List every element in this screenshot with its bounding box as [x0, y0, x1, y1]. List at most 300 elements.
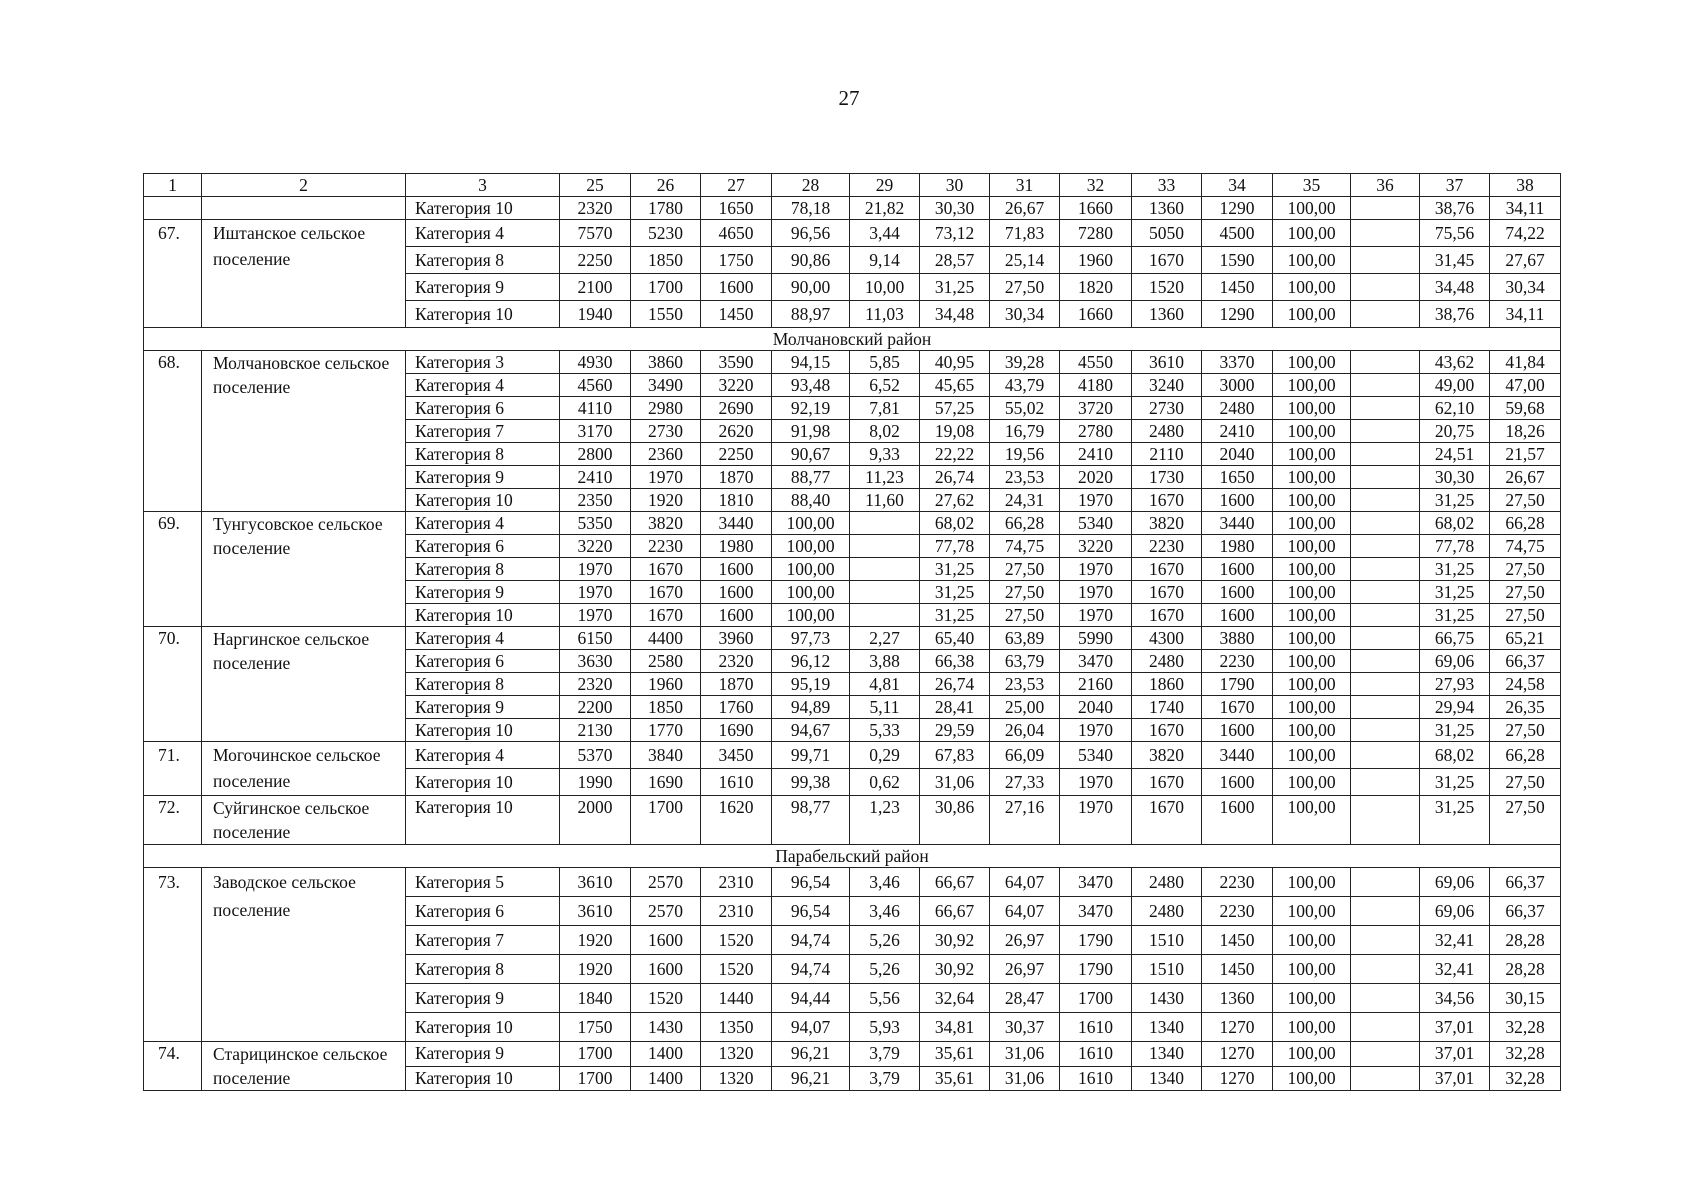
value-cell: 26,04: [990, 719, 1060, 742]
value-cell: 74,75: [1490, 535, 1561, 558]
value-cell: 78,18: [772, 197, 850, 220]
value-cell: 2480: [1132, 897, 1202, 926]
value-cell: 3,79: [850, 1042, 920, 1067]
value-cell: 21,82: [850, 197, 920, 220]
value-cell: 68,02: [1420, 742, 1490, 769]
value-cell: 2000: [560, 796, 631, 845]
value-cell: 1790: [1060, 955, 1132, 984]
value-cell: 3220: [560, 535, 631, 558]
value-cell: 19,56: [990, 443, 1060, 466]
value-cell: 27,50: [990, 558, 1060, 581]
value-cell: 2360: [631, 443, 701, 466]
column-header: 3: [406, 174, 560, 197]
value-cell: [1351, 897, 1420, 926]
value-cell: 4650: [701, 220, 772, 247]
value-cell: 43,62: [1420, 351, 1490, 374]
value-cell: 1670: [1202, 696, 1273, 719]
value-cell: 2620: [701, 420, 772, 443]
value-cell: [1351, 604, 1420, 627]
value-cell: 100,00: [1273, 197, 1351, 220]
value-cell: 94,67: [772, 719, 850, 742]
row-number: 67.: [144, 220, 202, 328]
category-cell: Категория 9: [406, 581, 560, 604]
value-cell: 2320: [560, 673, 631, 696]
value-cell: 1730: [1132, 466, 1202, 489]
value-cell: 100,00: [1273, 220, 1351, 247]
value-cell: 32,28: [1490, 1013, 1561, 1042]
value-cell: 10,00: [850, 274, 920, 301]
settlement-name: Иштанское сельское поселение: [202, 220, 406, 328]
value-cell: 100,00: [1273, 984, 1351, 1013]
value-cell: 1770: [631, 719, 701, 742]
value-cell: 1600: [631, 926, 701, 955]
value-cell: 3440: [1202, 512, 1273, 535]
value-cell: 27,50: [1490, 558, 1561, 581]
category-cell: Категория 10: [406, 1013, 560, 1042]
value-cell: 1810: [701, 489, 772, 512]
value-cell: 31,25: [920, 558, 990, 581]
value-cell: 1600: [1202, 489, 1273, 512]
value-cell: 100,00: [1273, 274, 1351, 301]
value-cell: 100,00: [1273, 650, 1351, 673]
value-cell: 64,07: [990, 868, 1060, 897]
table-row: [144, 868, 1561, 897]
value-cell: [1351, 926, 1420, 955]
value-cell: 38,76: [1420, 197, 1490, 220]
value-cell: 1670: [631, 604, 701, 627]
value-cell: 100,00: [1273, 581, 1351, 604]
value-cell: 1600: [701, 604, 772, 627]
value-cell: 1860: [1132, 673, 1202, 696]
value-cell: 2230: [631, 535, 701, 558]
category-cell: Категория 8: [406, 558, 560, 581]
value-cell: 5370: [560, 742, 631, 769]
value-cell: 1270: [1202, 1042, 1273, 1067]
value-cell: 31,06: [920, 769, 990, 796]
value-cell: 27,50: [1490, 489, 1561, 512]
value-cell: 1850: [631, 247, 701, 274]
value-cell: 2320: [701, 650, 772, 673]
value-cell: 30,34: [990, 301, 1060, 328]
value-cell: 1700: [631, 274, 701, 301]
value-cell: [1351, 796, 1420, 845]
value-cell: 1610: [1060, 1042, 1132, 1067]
value-cell: 1790: [1060, 926, 1132, 955]
value-cell: 5,11: [850, 696, 920, 719]
value-cell: 3720: [1060, 397, 1132, 420]
value-cell: 5050: [1132, 220, 1202, 247]
value-cell: 2,27: [850, 627, 920, 650]
value-cell: [1351, 466, 1420, 489]
value-cell: [1351, 397, 1420, 420]
value-cell: [1351, 1066, 1420, 1091]
value-cell: 27,50: [1490, 769, 1561, 796]
value-cell: 96,56: [772, 220, 850, 247]
value-cell: 68,02: [920, 512, 990, 535]
value-cell: 31,25: [1420, 489, 1490, 512]
value-cell: 69,06: [1420, 868, 1490, 897]
value-cell: 1360: [1132, 197, 1202, 220]
value-cell: 2160: [1060, 673, 1132, 696]
value-cell: 1600: [701, 558, 772, 581]
category-cell: Категория 9: [406, 274, 560, 301]
value-cell: 28,28: [1490, 955, 1561, 984]
value-cell: 2580: [631, 650, 701, 673]
value-cell: 0,62: [850, 769, 920, 796]
district-row: [144, 845, 1561, 868]
value-cell: 19,08: [920, 420, 990, 443]
category-cell: Категория 6: [406, 535, 560, 558]
value-cell: 100,00: [772, 581, 850, 604]
value-cell: 2480: [1132, 420, 1202, 443]
value-cell: 26,35: [1490, 696, 1561, 719]
value-cell: 100,00: [1273, 673, 1351, 696]
row-number: [144, 197, 202, 220]
value-cell: 4560: [560, 374, 631, 397]
value-cell: 77,78: [1420, 535, 1490, 558]
row-number: 70.: [144, 627, 202, 742]
district-name: Молчановский район: [144, 328, 1561, 351]
value-cell: 2730: [631, 420, 701, 443]
settlement-name: Наргинское сельское поселение: [202, 627, 406, 742]
value-cell: 100,00: [772, 535, 850, 558]
value-cell: 1400: [631, 1066, 701, 1091]
value-cell: 38,76: [1420, 301, 1490, 328]
category-cell: Категория 6: [406, 650, 560, 673]
value-cell: 35,61: [920, 1042, 990, 1067]
row-number: 68.: [144, 351, 202, 512]
value-cell: 31,25: [920, 274, 990, 301]
value-cell: 94,07: [772, 1013, 850, 1042]
value-cell: [1351, 627, 1420, 650]
value-cell: 23,53: [990, 466, 1060, 489]
value-cell: 1340: [1132, 1013, 1202, 1042]
value-cell: 2110: [1132, 443, 1202, 466]
category-cell: Категория 10: [406, 796, 560, 845]
value-cell: 24,58: [1490, 673, 1561, 696]
value-cell: 27,50: [1490, 581, 1561, 604]
value-cell: 3000: [1202, 374, 1273, 397]
value-cell: [1351, 247, 1420, 274]
value-cell: 4300: [1132, 627, 1202, 650]
value-cell: 3470: [1060, 868, 1132, 897]
value-cell: 31,25: [1420, 719, 1490, 742]
value-cell: [1351, 1042, 1420, 1067]
value-cell: 9,14: [850, 247, 920, 274]
value-cell: 1600: [1202, 581, 1273, 604]
value-cell: 100,00: [772, 512, 850, 535]
value-cell: 31,25: [920, 581, 990, 604]
category-cell: Категория 3: [406, 351, 560, 374]
value-cell: 1980: [701, 535, 772, 558]
column-header: 33: [1132, 174, 1202, 197]
value-cell: 30,86: [920, 796, 990, 845]
value-cell: 1600: [1202, 796, 1273, 845]
value-cell: 67,83: [920, 742, 990, 769]
value-cell: 7570: [560, 220, 631, 247]
value-cell: 2690: [701, 397, 772, 420]
value-cell: 22,22: [920, 443, 990, 466]
value-cell: 0,29: [850, 742, 920, 769]
value-cell: 1970: [631, 466, 701, 489]
value-cell: [850, 535, 920, 558]
value-cell: 1670: [1132, 719, 1202, 742]
value-cell: 2200: [560, 696, 631, 719]
value-cell: 100,00: [1273, 301, 1351, 328]
value-cell: 7,81: [850, 397, 920, 420]
category-cell: Категория 9: [406, 984, 560, 1013]
value-cell: 27,50: [990, 274, 1060, 301]
value-cell: 90,00: [772, 274, 850, 301]
value-cell: 49,00: [1420, 374, 1490, 397]
column-header: 36: [1351, 174, 1420, 197]
value-cell: 62,10: [1420, 397, 1490, 420]
row-number: 71.: [144, 742, 202, 796]
value-cell: 26,74: [920, 673, 990, 696]
value-cell: 31,45: [1420, 247, 1490, 274]
column-header: 2: [202, 174, 406, 197]
value-cell: 3440: [701, 512, 772, 535]
value-cell: 1970: [560, 558, 631, 581]
value-cell: 99,71: [772, 742, 850, 769]
value-cell: 2480: [1132, 650, 1202, 673]
value-cell: 8,02: [850, 420, 920, 443]
value-cell: 5230: [631, 220, 701, 247]
value-cell: 63,79: [990, 650, 1060, 673]
value-cell: 34,48: [1420, 274, 1490, 301]
value-cell: [1351, 769, 1420, 796]
value-cell: 28,28: [1490, 926, 1561, 955]
value-cell: 94,74: [772, 955, 850, 984]
value-cell: 37,01: [1420, 1042, 1490, 1067]
category-cell: Категория 10: [406, 301, 560, 328]
value-cell: 2310: [701, 897, 772, 926]
value-cell: 100,00: [1273, 247, 1351, 274]
value-cell: 37,01: [1420, 1066, 1490, 1091]
table-body: [144, 174, 1561, 1091]
value-cell: 5,85: [850, 351, 920, 374]
value-cell: 5350: [560, 512, 631, 535]
row-number: 72.: [144, 796, 202, 845]
value-cell: 1610: [701, 769, 772, 796]
value-cell: 3490: [631, 374, 701, 397]
value-cell: 1690: [701, 719, 772, 742]
tariff-table: [143, 173, 1561, 1091]
value-cell: 55,02: [990, 397, 1060, 420]
value-cell: 5,93: [850, 1013, 920, 1042]
value-cell: 1870: [701, 673, 772, 696]
value-cell: 66,67: [920, 868, 990, 897]
value-cell: 3840: [631, 742, 701, 769]
value-cell: 43,79: [990, 374, 1060, 397]
value-cell: 28,47: [990, 984, 1060, 1013]
value-cell: 3960: [701, 627, 772, 650]
category-cell: Категория 4: [406, 512, 560, 535]
value-cell: 92,19: [772, 397, 850, 420]
value-cell: 28,57: [920, 247, 990, 274]
value-cell: 100,00: [1273, 558, 1351, 581]
value-cell: 65,40: [920, 627, 990, 650]
settlement-name: Могочинское сельское поселение: [202, 742, 406, 796]
category-cell: Категория 7: [406, 420, 560, 443]
value-cell: 27,50: [1490, 719, 1561, 742]
category-cell: Категория 10: [406, 197, 560, 220]
value-cell: 3470: [1060, 650, 1132, 673]
value-cell: 100,00: [1273, 1013, 1351, 1042]
column-header: 38: [1490, 174, 1561, 197]
value-cell: 37,01: [1420, 1013, 1490, 1042]
value-cell: 30,34: [1490, 274, 1561, 301]
value-cell: 66,67: [920, 897, 990, 926]
value-cell: 27,67: [1490, 247, 1561, 274]
value-cell: 31,06: [990, 1066, 1060, 1091]
value-cell: [1351, 1013, 1420, 1042]
value-cell: 1610: [1060, 1066, 1132, 1091]
value-cell: 1670: [631, 558, 701, 581]
value-cell: 1920: [631, 489, 701, 512]
value-cell: 1750: [701, 247, 772, 274]
value-cell: 2250: [701, 443, 772, 466]
value-cell: [850, 558, 920, 581]
value-cell: 31,25: [1420, 604, 1490, 627]
value-cell: 100,00: [1273, 926, 1351, 955]
value-cell: 1340: [1132, 1042, 1202, 1067]
value-cell: 94,89: [772, 696, 850, 719]
value-cell: 32,41: [1420, 926, 1490, 955]
value-cell: 96,54: [772, 868, 850, 897]
value-cell: 7280: [1060, 220, 1132, 247]
value-cell: 100,00: [1273, 719, 1351, 742]
value-cell: 1790: [1202, 673, 1273, 696]
value-cell: 91,98: [772, 420, 850, 443]
category-cell: Категория 9: [406, 1042, 560, 1067]
value-cell: 88,40: [772, 489, 850, 512]
value-cell: 90,86: [772, 247, 850, 274]
value-cell: [850, 581, 920, 604]
value-cell: 65,21: [1490, 627, 1561, 650]
value-cell: 4500: [1202, 220, 1273, 247]
value-cell: 1960: [1060, 247, 1132, 274]
value-cell: 2230: [1202, 868, 1273, 897]
value-cell: 31,25: [1420, 581, 1490, 604]
value-cell: 32,64: [920, 984, 990, 1013]
value-cell: 32,41: [1420, 955, 1490, 984]
value-cell: 71,83: [990, 220, 1060, 247]
value-cell: 27,93: [1420, 673, 1490, 696]
category-cell: Категория 5: [406, 868, 560, 897]
value-cell: 1400: [631, 1042, 701, 1067]
value-cell: 26,74: [920, 466, 990, 489]
value-cell: 4550: [1060, 351, 1132, 374]
value-cell: 66,37: [1490, 650, 1561, 673]
value-cell: 3630: [560, 650, 631, 673]
value-cell: 77,78: [920, 535, 990, 558]
value-cell: 1690: [631, 769, 701, 796]
value-cell: 1290: [1202, 197, 1273, 220]
value-cell: 69,06: [1420, 897, 1490, 926]
value-cell: 3820: [1132, 742, 1202, 769]
value-cell: [1351, 581, 1420, 604]
value-cell: 2980: [631, 397, 701, 420]
value-cell: 2480: [1132, 868, 1202, 897]
value-cell: 2320: [560, 197, 631, 220]
value-cell: 1360: [1202, 984, 1273, 1013]
value-cell: 2730: [1132, 397, 1202, 420]
column-header: 30: [920, 174, 990, 197]
value-cell: 32,28: [1490, 1066, 1561, 1091]
category-cell: Категория 4: [406, 627, 560, 650]
value-cell: 27,50: [990, 581, 1060, 604]
value-cell: 3440: [1202, 742, 1273, 769]
value-cell: 5,26: [850, 955, 920, 984]
settlement-name: Молчановское сельское поселение: [202, 351, 406, 512]
value-cell: 3,44: [850, 220, 920, 247]
value-cell: 63,89: [990, 627, 1060, 650]
value-cell: 11,60: [850, 489, 920, 512]
value-cell: 100,00: [1273, 868, 1351, 897]
value-cell: 59,68: [1490, 397, 1561, 420]
table-row: [144, 351, 1561, 374]
value-cell: 3170: [560, 420, 631, 443]
value-cell: 3590: [701, 351, 772, 374]
value-cell: 1450: [1202, 926, 1273, 955]
value-cell: 31,25: [1420, 558, 1490, 581]
header-row: [144, 174, 1561, 197]
value-cell: 2410: [1060, 443, 1132, 466]
value-cell: 2350: [560, 489, 631, 512]
table-row: [144, 742, 1561, 769]
value-cell: 1700: [560, 1066, 631, 1091]
value-cell: 64,07: [990, 897, 1060, 926]
value-cell: 1700: [631, 796, 701, 845]
value-cell: 3880: [1202, 627, 1273, 650]
value-cell: 88,77: [772, 466, 850, 489]
value-cell: 30,30: [1420, 466, 1490, 489]
value-cell: 1670: [1132, 247, 1202, 274]
value-cell: 27,16: [990, 796, 1060, 845]
value-cell: [1351, 197, 1420, 220]
value-cell: [850, 512, 920, 535]
settlement-name: [202, 197, 406, 220]
value-cell: 1510: [1132, 955, 1202, 984]
value-cell: 100,00: [1273, 796, 1351, 845]
value-cell: 100,00: [1273, 604, 1351, 627]
value-cell: 96,12: [772, 650, 850, 673]
value-cell: [1351, 220, 1420, 247]
value-cell: 57,25: [920, 397, 990, 420]
value-cell: 27,50: [1490, 604, 1561, 627]
value-cell: 100,00: [1273, 466, 1351, 489]
value-cell: 1670: [1132, 489, 1202, 512]
value-cell: 100,00: [1273, 397, 1351, 420]
value-cell: 26,67: [990, 197, 1060, 220]
value-cell: 1920: [560, 926, 631, 955]
value-cell: 100,00: [1273, 627, 1351, 650]
district-name: Парабельский район: [144, 845, 1561, 868]
category-cell: Категория 6: [406, 397, 560, 420]
value-cell: 3,79: [850, 1066, 920, 1091]
value-cell: 1670: [1132, 769, 1202, 796]
value-cell: 73,12: [920, 220, 990, 247]
value-cell: 1450: [1202, 274, 1273, 301]
value-cell: 100,00: [1273, 420, 1351, 443]
value-cell: 2230: [1132, 535, 1202, 558]
row-number: 73.: [144, 868, 202, 1042]
value-cell: 2310: [701, 868, 772, 897]
value-cell: 28,41: [920, 696, 990, 719]
value-cell: 2020: [1060, 466, 1132, 489]
value-cell: 2570: [631, 897, 701, 926]
